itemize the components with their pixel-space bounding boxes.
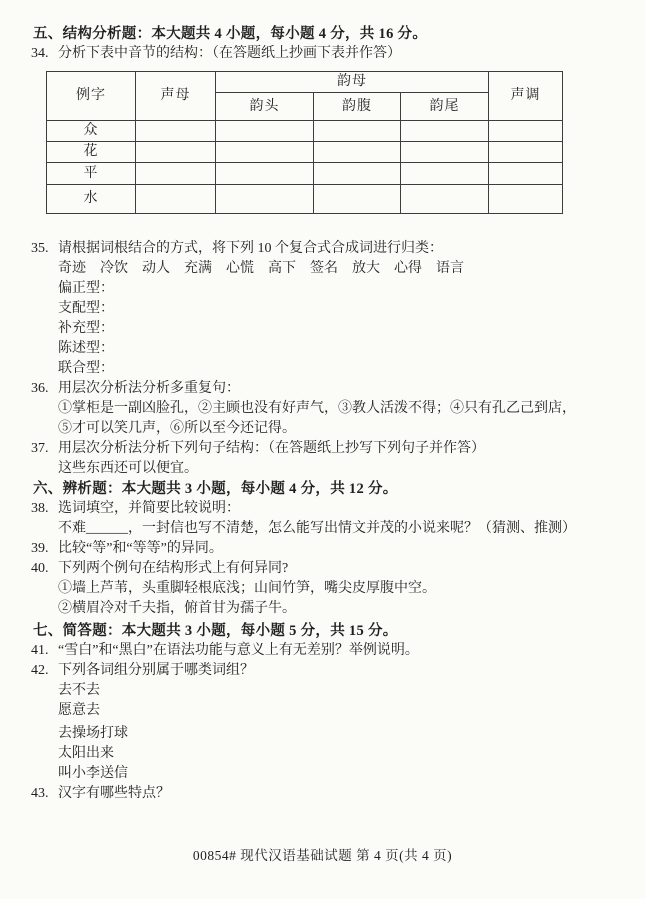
table-row-zhong	[47, 121, 563, 142]
question-42-phrase-3: 去操场打球	[58, 726, 128, 741]
question-40	[0, 559, 645, 579]
question-36	[0, 379, 645, 399]
question-34	[0, 44, 645, 64]
question-35-text: 请根据词根结合的方式，将下列 10 个复合式合成词进行归类：	[58, 241, 443, 256]
exam-content	[0, 24, 645, 804]
table-header-row-1	[47, 72, 563, 93]
header-cell-final: 韵母	[216, 72, 489, 93]
answer-cell-empty	[401, 121, 489, 142]
question-42-phrase-1: 去不去	[58, 683, 100, 698]
question-35-word-list: 奇迹 冷饮 动人 充满 心慌 高下 签名 放大 心得 语言	[58, 261, 464, 276]
answer-cell-empty	[314, 121, 401, 142]
question-42	[0, 661, 645, 681]
answer-cell-empty	[136, 185, 216, 214]
answer-cell-empty	[136, 163, 216, 185]
answer-cell-empty	[489, 121, 563, 142]
header-cell-example: 例字	[47, 72, 136, 121]
section-6-heading: 六、辨析题：本大题共 3 小题，每小题 4 分，共 12 分。	[33, 481, 398, 497]
section-5-heading: 五、结构分析题：本大题共 4 小题，每小题 4 分，共 16 分。	[33, 26, 428, 42]
question-34-text: 分析下表中音节的结构：（在答题纸上抄画下表并作答）	[58, 46, 401, 61]
question-39-number: 39.	[31, 541, 49, 556]
table-row-ping	[47, 163, 563, 185]
example-char-cell: 众	[47, 121, 136, 142]
answer-cell-empty	[216, 185, 314, 214]
question-37-number: 37.	[31, 441, 49, 456]
question-36-sentence-part-1: ①掌柜是一副凶脸孔，②主顾也没有好声气，③教人活泼不得；④只有孔乙己到店，	[58, 401, 576, 416]
question-36-number: 36.	[31, 381, 49, 396]
answer-cell-empty	[489, 142, 563, 163]
syllable-structure-table	[46, 71, 563, 214]
header-cell-final-belly: 韵腹	[314, 93, 401, 121]
answer-cell-empty	[314, 163, 401, 185]
section-7-heading: 七、简答题：本大题共 3 小题，每小题 5 分，共 15 分。	[33, 623, 398, 639]
question-40-example-2: ②横眉冷对千夫指，俯首甘为孺子牛。	[58, 601, 296, 616]
example-char-cell: 花	[47, 142, 136, 163]
question-38-number: 38.	[31, 501, 49, 516]
question-39-text: 比较“等”和“等等”的异同。	[58, 541, 223, 556]
answer-cell-empty	[136, 142, 216, 163]
answer-cell-empty	[216, 163, 314, 185]
category-label-buchong: 补充型：	[58, 321, 114, 336]
answer-cell-empty	[401, 185, 489, 214]
question-35-number: 35.	[31, 241, 49, 256]
answer-cell-empty	[489, 185, 563, 214]
question-43	[0, 784, 645, 804]
answer-cell-empty	[216, 142, 314, 163]
category-label-lianhe: 联合型：	[58, 361, 114, 376]
question-38-text: 选词填空，并简要比较说明：	[58, 501, 240, 516]
question-40-number: 40.	[31, 561, 49, 576]
table-row-shui	[47, 185, 563, 214]
question-37	[0, 439, 645, 459]
question-38-fill-blank-sentence: 不难______，一封信也写不清楚，怎么能写出情文并茂的小说来呢？（猜测、推测）	[58, 521, 576, 536]
header-cell-tone: 声调	[489, 72, 563, 121]
answer-cell-empty	[489, 163, 563, 185]
question-40-text: 下列两个例句在结构形式上有何异同?	[58, 561, 289, 576]
question-34-number: 34.	[31, 46, 49, 61]
example-char-cell: 水	[47, 185, 136, 214]
category-label-chenshu: 陈述型：	[58, 341, 114, 356]
answer-cell-empty	[216, 121, 314, 142]
question-40-example-1: ①墙上芦苇，头重脚轻根底浅；山间竹笋，嘴尖皮厚腹中空。	[58, 581, 436, 596]
question-41	[0, 641, 645, 661]
question-43-number: 43.	[31, 786, 49, 801]
question-42-phrase-4: 太阳出来	[58, 746, 114, 761]
question-36-sentence-part-2: ⑤才可以笑几声，⑥所以至今还记得。	[58, 421, 296, 436]
header-cell-final-head: 韵头	[216, 93, 314, 121]
example-char-cell: 平	[47, 163, 136, 185]
question-42-phrase-5: 叫小李送信	[58, 766, 128, 781]
category-label-pianzheng: 偏正型：	[58, 281, 114, 296]
header-cell-final-tail: 韵尾	[401, 93, 489, 121]
question-43-text: 汉字有哪些特点？	[58, 786, 170, 801]
footer-page-info: 00854# 现代汉语基础试题 第 4 页(共 4 页)	[192, 848, 453, 863]
question-42-number: 42.	[31, 663, 49, 678]
table-row-hua	[47, 142, 563, 163]
answer-cell-empty	[401, 142, 489, 163]
question-35	[0, 239, 645, 259]
question-41-number: 41.	[31, 643, 49, 658]
question-36-text: 用层次分析法分析多重复句：	[58, 381, 240, 396]
answer-cell-empty	[136, 121, 216, 142]
answer-cell-empty	[314, 185, 401, 214]
question-38	[0, 499, 645, 519]
answer-cell-empty	[401, 163, 489, 185]
header-cell-initial: 声母	[136, 72, 216, 121]
category-label-zhipei: 支配型：	[58, 301, 114, 316]
question-42-phrase-2: 愿意去	[58, 703, 100, 718]
question-42-text: 下列各词组分别属于哪类词组？	[58, 663, 254, 678]
question-37-text: 用层次分析法分析下列句子结构：（在答题纸上抄写下列句子并作答）	[58, 441, 485, 456]
answer-cell-empty	[314, 142, 401, 163]
question-37-sentence: 这些东西还可以便宜。	[58, 461, 198, 476]
question-39	[0, 539, 645, 559]
question-41-text: “雪白”和“黑白”在语法功能与意义上有无差别？举例说明。	[58, 643, 419, 658]
